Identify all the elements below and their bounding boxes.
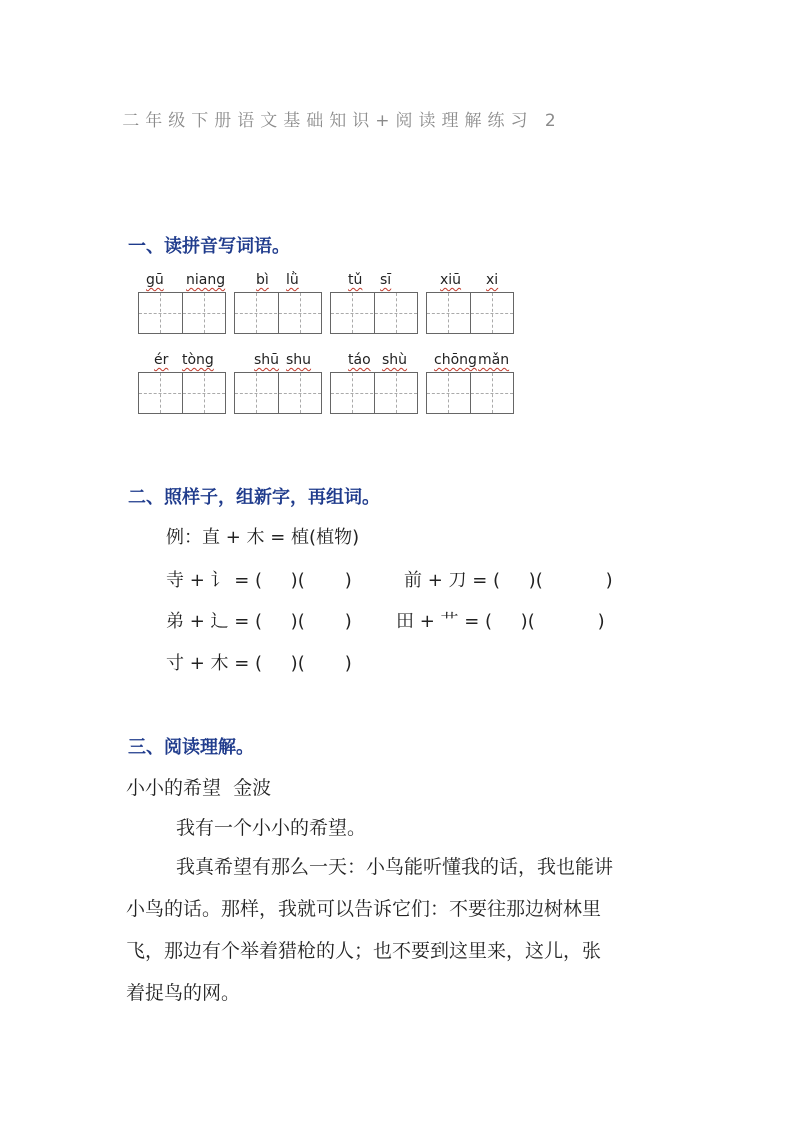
pinyin: lǜ <box>286 272 299 288</box>
exercise-item: 弟 + 辶 = ( )( ) <box>166 611 352 632</box>
paragraph-2-line-3: 飞，那边有个举着猎枪的人；也不要到这里来，这儿，张 <box>126 940 602 962</box>
pinyin: shu <box>286 352 312 368</box>
section2-heading: 二、照样子，组新字，再组词。 <box>128 487 380 508</box>
exercise-item: 前 + 刀 = ( )( ) <box>404 570 613 591</box>
paragraph-2-line-1: 我真希望有那么一天：小鸟能听懂我的话，我也能讲 <box>176 856 614 878</box>
pinyin: xi <box>486 272 499 288</box>
writing-grid[interactable] <box>426 372 514 414</box>
writing-grid[interactable] <box>330 292 418 334</box>
pinyin: shù <box>382 352 408 368</box>
pinyin: niang <box>186 272 226 288</box>
pinyin: xiū <box>440 272 462 288</box>
pinyin: gū <box>146 272 164 288</box>
paragraph-2-line-4: 着捉鸟的网。 <box>126 982 241 1004</box>
pinyin: bì <box>256 272 269 288</box>
exercise-item: 寸 + 木 = ( )( ) <box>166 653 352 674</box>
pinyin: mǎn <box>478 352 510 368</box>
pinyin: tǔ <box>348 272 363 288</box>
paragraph-2-line-2: 小鸟的话。那样，我就可以告诉它们：不要往那边树林里 <box>126 898 602 920</box>
writing-grid[interactable] <box>426 292 514 334</box>
exercise-item: 田 + 艹 = ( )( ) <box>396 611 605 632</box>
example-line: 例：直 + 木 = 植(植物) <box>166 527 360 548</box>
paragraph-1: 我有一个小小的希望。 <box>176 817 367 839</box>
pinyin: sī <box>380 272 392 288</box>
section1-heading: 一、读拼音写词语。 <box>128 236 290 257</box>
pinyin: tòng <box>182 352 214 368</box>
pinyin: ér <box>154 352 169 368</box>
writing-grid[interactable] <box>234 292 322 334</box>
pinyin: shū <box>254 352 280 368</box>
writing-grid[interactable] <box>330 372 418 414</box>
exercise-item: 寺 + 讠 = ( )( ) <box>166 570 352 591</box>
section3-heading: 三、阅读理解。 <box>128 737 254 758</box>
pinyin: chōng <box>434 352 477 368</box>
pinyin: táo <box>348 352 371 368</box>
writing-grid[interactable] <box>138 292 226 334</box>
story-title: 小小的希望 金波 <box>126 777 272 799</box>
page-title: 二年级下册语文基础知识+阅读理解练习 2 <box>122 111 562 131</box>
writing-grid[interactable] <box>234 372 322 414</box>
writing-grid[interactable] <box>138 372 226 414</box>
